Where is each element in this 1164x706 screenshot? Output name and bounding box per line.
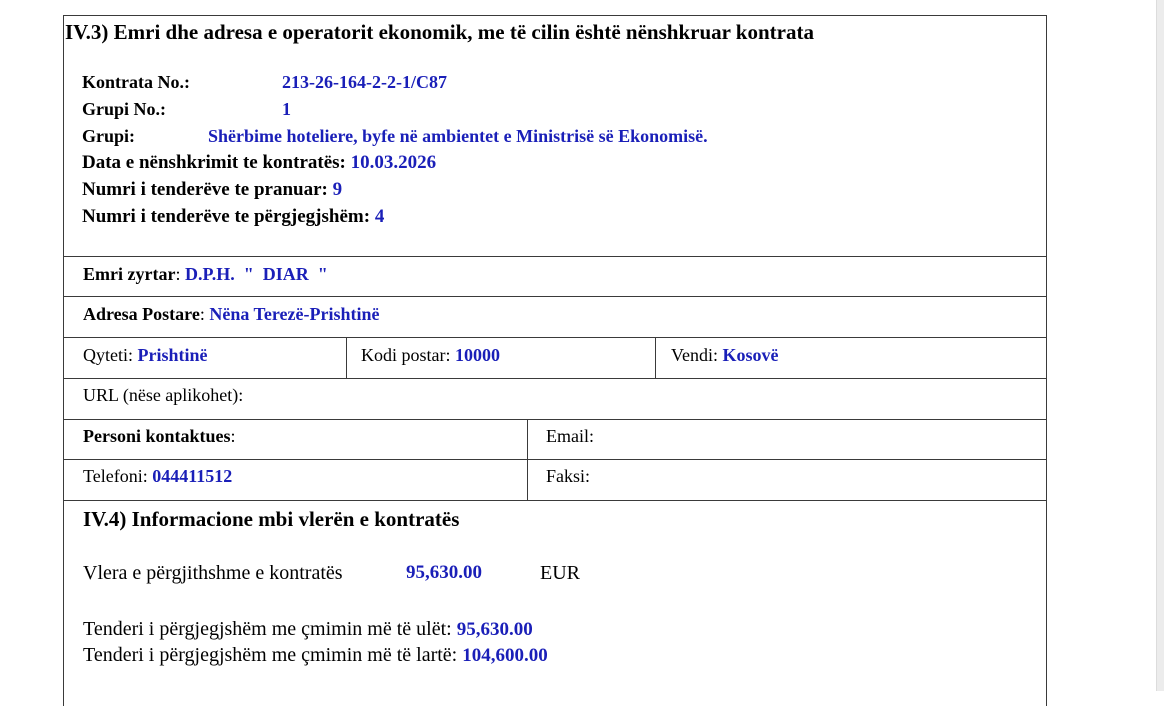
- phone-value: 044411512: [152, 466, 233, 486]
- total-value: 95,630.00: [406, 562, 482, 583]
- cell-divider: [346, 337, 347, 378]
- group-label: Grupi:: [82, 126, 136, 146]
- received-tenders-label: Numri i tenderëve te pranuar:: [82, 179, 328, 200]
- official-name-label: Emri zyrtar: [83, 264, 176, 284]
- country-label: Vendi:: [671, 345, 718, 365]
- cell-divider: [655, 337, 656, 378]
- divider: [64, 296, 1046, 297]
- postal-code-label: Kodi postar:: [361, 345, 451, 365]
- postal-code-cell: [361, 346, 500, 364]
- city-value: Prishtinë: [137, 345, 208, 365]
- section-iv4-title: IV.4) Informacione mbi vlerën e kontratës: [83, 507, 460, 531]
- cell-divider: [527, 419, 528, 500]
- divider: [64, 419, 1046, 420]
- contact-person-cell: Personi kontaktues:: [83, 426, 236, 446]
- sign-date-label: Data e nënshkrimit te kontratës:: [82, 152, 346, 173]
- official-name-value: D.P.H. " DIAR ": [184, 264, 328, 284]
- divider: [64, 459, 1046, 460]
- responsive-tenders-value: 4: [374, 206, 385, 227]
- contract-no-label: Kontrata No.:: [82, 72, 190, 92]
- fax-label: Faksi:: [546, 466, 591, 486]
- received-tenders-value: 9: [332, 179, 343, 200]
- highest-price-row: [83, 645, 548, 665]
- responsive-tenders-label: Numri i tenderëve te përgjegjshëm:: [82, 206, 371, 227]
- lowest-price-value: 95,630.00: [456, 619, 533, 640]
- sign-date-value: 10.03.2026: [350, 152, 437, 173]
- city-cell: [83, 346, 208, 364]
- total-value-row: [83, 563, 343, 583]
- currency: EUR: [540, 562, 580, 584]
- official-name-row: Emri zyrtar: D.P.H. " DIAR ": [83, 264, 328, 284]
- email-label: Email:: [546, 426, 594, 446]
- phone-cell: [83, 467, 232, 485]
- group-value: Shërbime hoteliere, byfe në ambientet e Ministrisë së Ekonomisë.: [208, 126, 708, 146]
- city-label: Qyteti:: [83, 345, 133, 365]
- divider: [64, 256, 1046, 257]
- contact-person-label: Personi kontaktues: [83, 426, 231, 446]
- contract-no-value: 213-26-164-2-2-1/C87: [282, 72, 447, 92]
- url-label: URL (nëse aplikohet):: [83, 385, 244, 405]
- phone-label: Telefoni:: [83, 466, 148, 486]
- lowest-price-label: Tenderi i përgjegjshëm me çmimin më të ulët:: [83, 618, 452, 640]
- divider: [64, 378, 1046, 379]
- postal-address-label: Adresa Postare: [83, 304, 200, 324]
- contract-notice-form: [63, 15, 1047, 706]
- postal-code-value: 10000: [455, 345, 500, 365]
- section-iv3-title: IV.3) Emri dhe adresa e operatorit ekonomik, me të cilin është nënshkruar kontrata: [65, 20, 814, 44]
- divider: [64, 500, 1046, 501]
- group-no-value: 1: [282, 99, 291, 119]
- postal-address-value: Nëna Terezë-Prishtinë: [209, 304, 380, 324]
- country-cell: [671, 346, 779, 364]
- country-value: Kosovë: [722, 345, 779, 365]
- highest-price-value: 104,600.00: [462, 645, 548, 666]
- postal-address-row: Adresa Postare: Nëna Terezë-Prishtinë: [83, 304, 380, 324]
- vertical-scrollbar[interactable]: [1156, 0, 1164, 691]
- lowest-price-row: [83, 619, 533, 639]
- divider: [64, 337, 1046, 338]
- total-value-label: Vlera e përgjithshme e kontratës: [83, 562, 343, 584]
- highest-price-label: Tenderi i përgjegjshëm me çmimin më të lartë:: [83, 644, 458, 666]
- group-no-label: Grupi No.:: [82, 99, 167, 119]
